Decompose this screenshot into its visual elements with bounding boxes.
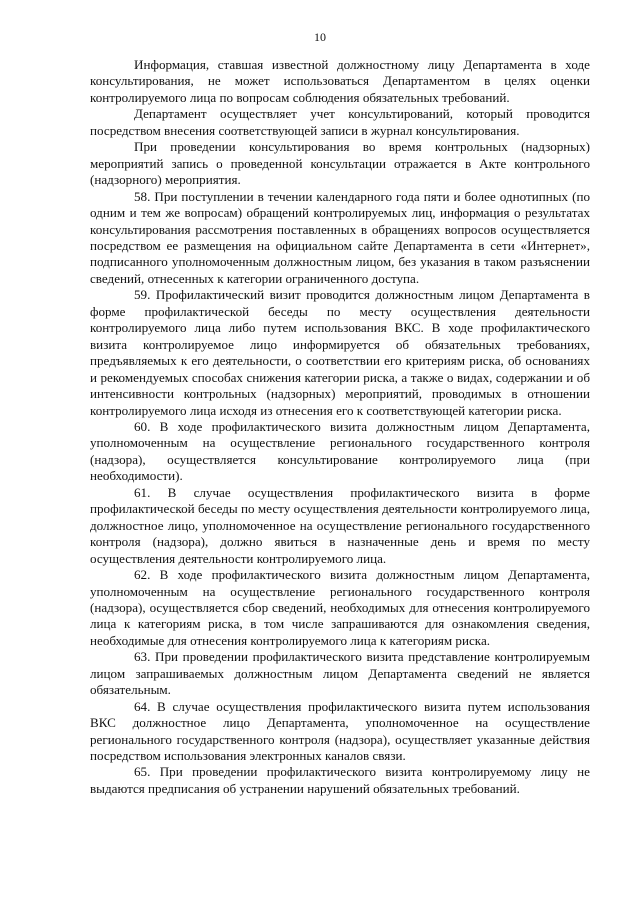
paragraph-64: 64. В случае осуществления профилактического визита путем использования ВКС должностное лицо Департамента, уполномоченное на осуществление регионального государственного контроля (надзора), осуществляет указанные действия посредством использования электронных каналов связи. — [90, 698, 590, 764]
paragraph-60: 60. В ходе профилактического визита должностным лицом Департамента, уполномоченным на осуществление регионального государственного контроля (надзора), осуществляется консультирование контролируемого лица (при необходимости). — [90, 418, 590, 484]
paragraph-consultation-act: При проведении консультирования во время контрольных (надзорных) мероприятий запись о проведенной консультации отражается в Акте контрольного (надзорного) мероприятия. — [90, 139, 590, 188]
paragraph-62: 62. В ходе профилактического визита должностным лицом Департамента, уполномоченным на осуществление регионального государственного контроля (надзора), осуществляется сбор сведений, необходимых для отнесения контролируемого лица к категориям риска, в том числе запрашиваются для ознакомления сведения, необходимые для отнесения контролируемого лица к категориям риска. — [90, 567, 590, 648]
paragraph-consultation-info: Информация, ставшая известной должностному лицу Департамента в ходе консультирования, не может использоваться Департаментом в целях оценки контролируемого лица по вопросам соблюдения обязательных требований. — [90, 57, 590, 105]
paragraph-58: 58. При поступлении в течении календарного года пяти и более однотипных (по одним и тем же вопросам) обращений контролируемых лиц, информация о результатах консультирования рассмотрения поставленных в обращениях вопросов осуществляется посредством ее размещения на официальном сайте Департамента в сети «Интернет», подписанного уполномоченным должностным лицом, без указания в таком разъяснении сведений, отнесенных к категории ограниченного доступа. — [90, 188, 590, 286]
paragraph-consultation-log: Департамент осуществляет учет консультирований, который проводится посредством внесения соответствующей записи в журнал консультирования. — [90, 106, 590, 138]
document-body — [90, 57, 590, 797]
paragraph-65: 65. При проведении профилактического визита контролируемому лицу не выдаются предписания об устранении нарушений обязательных требований. — [90, 764, 590, 796]
paragraph-63: 63. При проведении профилактического визита представление контролируемым лицом запрашиваемых должностным лицом Департамента сведений не является обязательным. — [90, 649, 590, 698]
page-number: 10 — [314, 30, 326, 44]
paragraph-59: 59. Профилактический визит проводится должностным лицом Департамента в форме профилактической беседы по месту осуществления деятельности контролируемого лица либо путем использования ВКС. В ходе профилактического визита контролируемое лицо информируется об обязательных требованиях, предъявляемых к его деятельности, о соответствии его критериям риска, об основаниях и рекомендуемых способах снижения категории риска, а также о видах, содержании и об интенсивности контрольных (надзорных) мероприятий, проводимых в отношении контролируемого лица исходя из отнесения его к соответствующей категории риска. — [90, 287, 590, 418]
paragraph-61: 61. В случае осуществления профилактического визита в форме профилактической беседы по месту осуществления деятельности контролируемого лица, должностное лицо, уполномоченное на осуществление регионального государственного контроля (надзора), должно явиться в назначенные день и время по месту осуществления деятельности контролируемого лица. — [90, 484, 590, 566]
